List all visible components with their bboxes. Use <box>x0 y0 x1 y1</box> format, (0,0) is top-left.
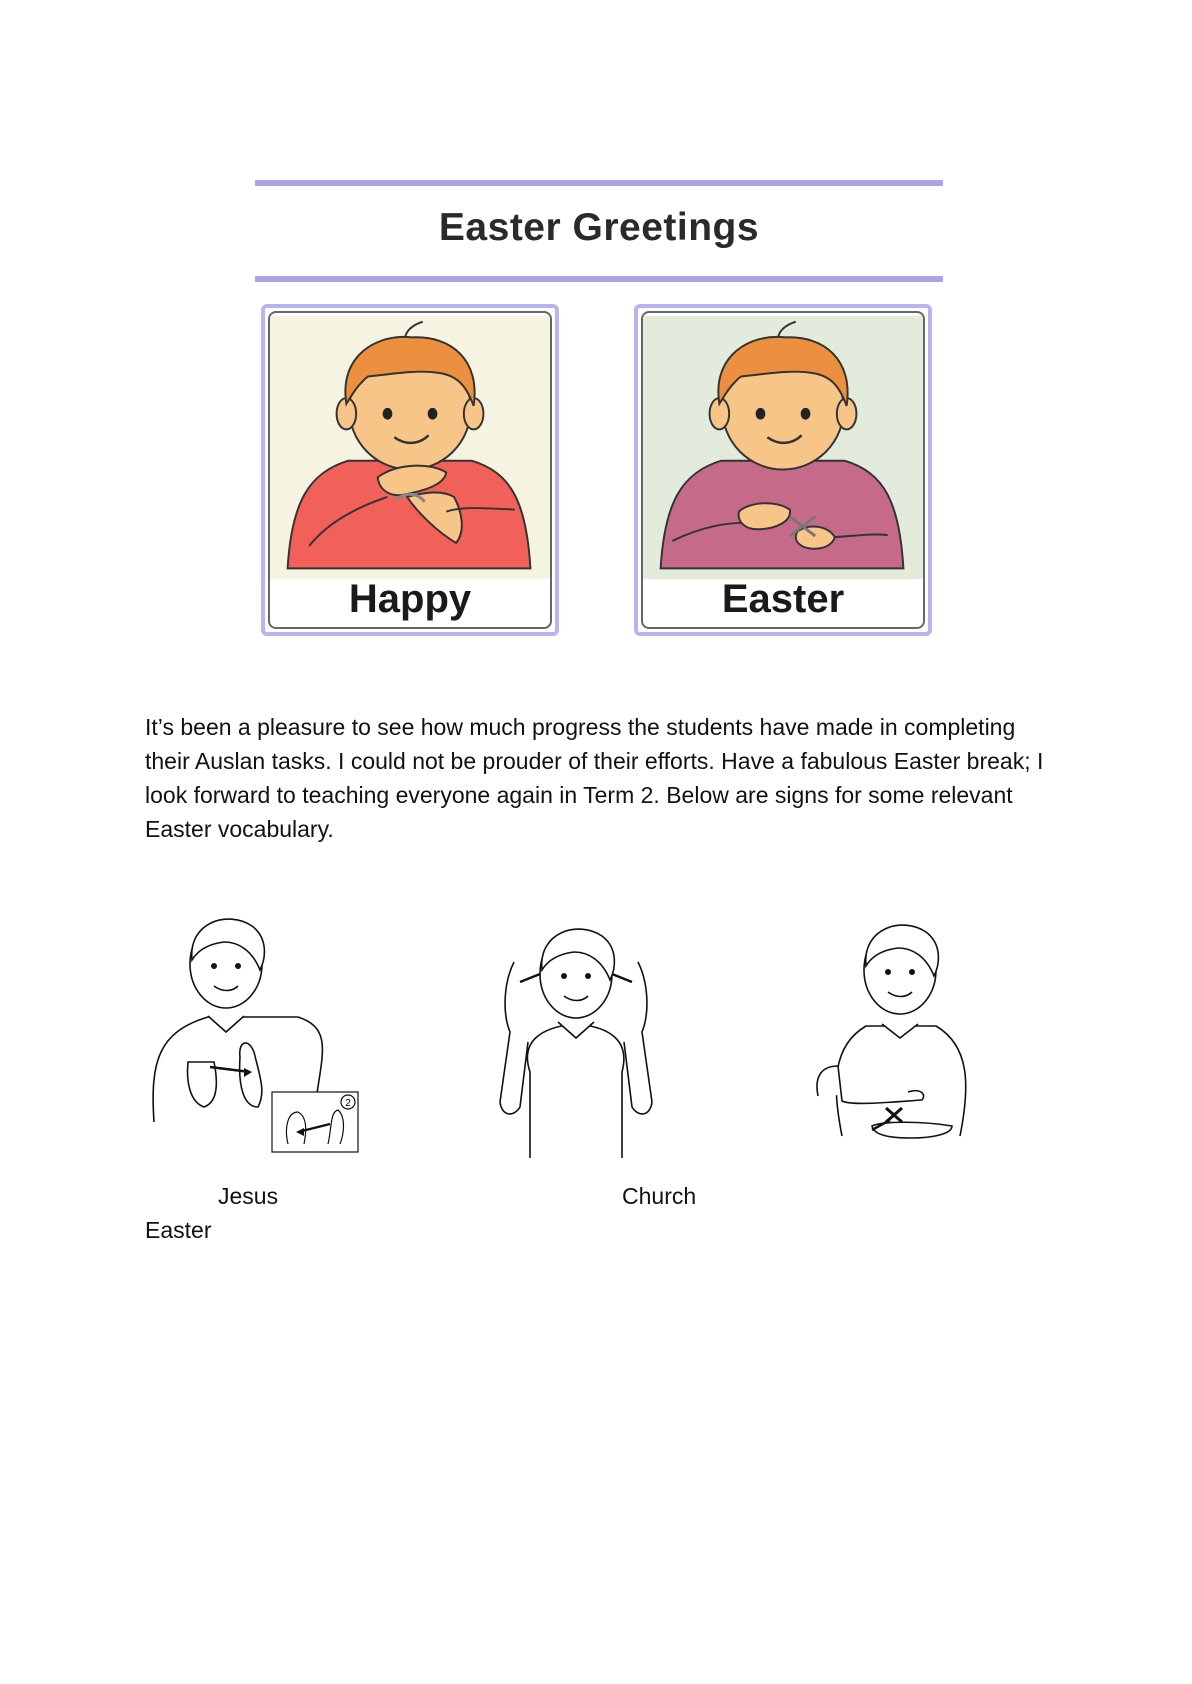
happy-label: Happy <box>348 577 472 621</box>
boy-signing-happy-illustration <box>270 313 550 582</box>
boy-signing-easter-illustration <box>643 313 923 582</box>
easter-sign-card <box>634 304 932 636</box>
banner-top-rule <box>255 180 943 186</box>
easter-caption: Easter <box>145 1217 212 1243</box>
easter-sign-line-illustration <box>812 916 990 1160</box>
church-caption: Church <box>622 1183 697 1209</box>
happy-card-frame <box>268 311 552 629</box>
banner <box>255 180 943 282</box>
church-sign-illustration <box>480 922 672 1158</box>
banner-title: Easter Greetings <box>438 206 760 249</box>
banner-bottom-rule <box>255 276 943 282</box>
jesus-step-number: 2 <box>345 1098 351 1109</box>
jesus-caption: Jesus <box>218 1183 279 1209</box>
happy-sign-card <box>261 304 559 636</box>
message-paragraph: It’s been a pleasure to see how much progress the students have made in completing their Auslan tasks. I could not be prouder of their efforts. Have a fabulous Easter break; I look forward to teaching everyone again in Term 2. Below are signs for some relevant Easter vocabulary. <box>145 714 1044 842</box>
easter-card-frame <box>641 311 925 629</box>
easter-label: Easter <box>721 577 845 621</box>
jesus-sign-illustration <box>148 912 360 1160</box>
